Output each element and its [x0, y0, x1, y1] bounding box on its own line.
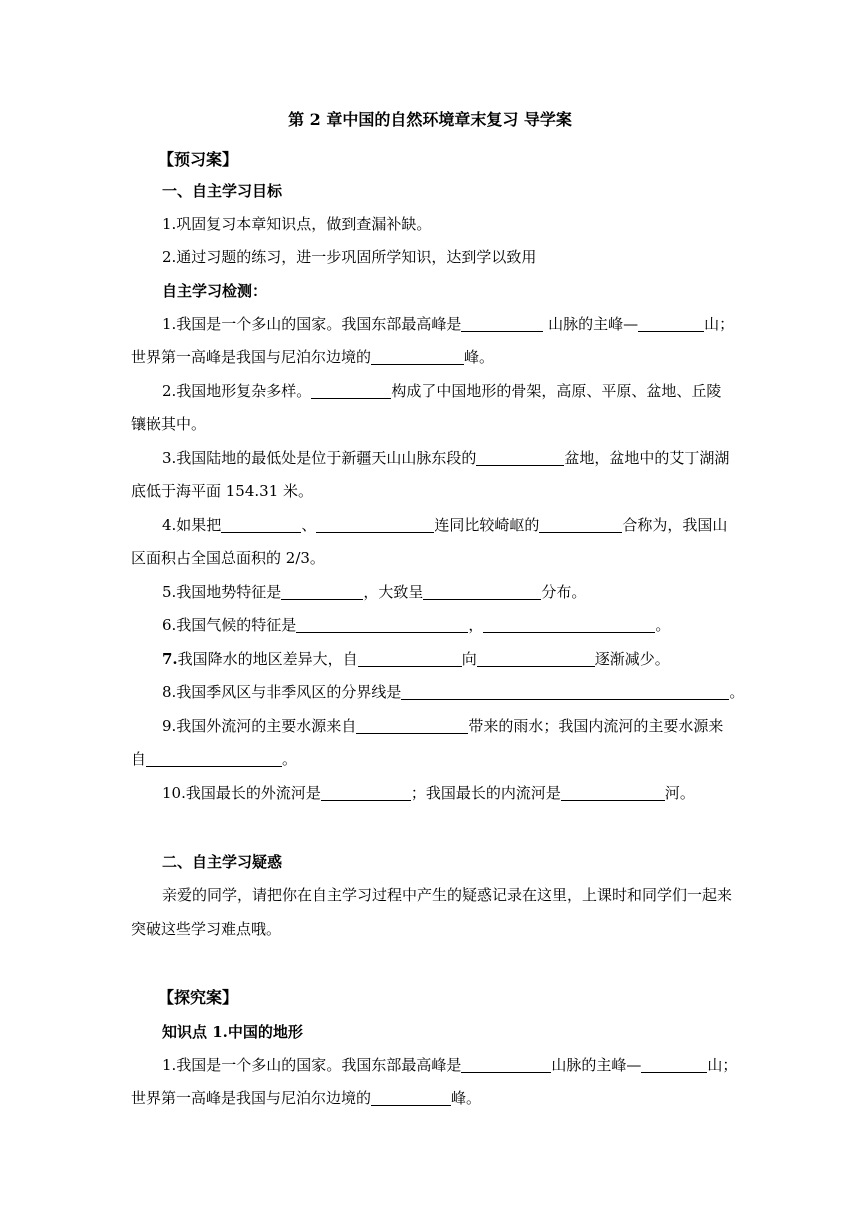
answer-blank[interactable]	[476, 450, 564, 466]
answer-blank[interactable]	[356, 718, 468, 734]
section-self-study-goals: 一、自主学习目标	[162, 182, 283, 200]
answer-blank[interactable]	[641, 1057, 707, 1073]
answer-blank[interactable]	[281, 584, 363, 600]
goal-item: 1.巩固复习本章知识点，做到查漏补缺。	[162, 215, 432, 233]
answer-blank[interactable]	[561, 785, 665, 801]
answer-blank[interactable]	[483, 617, 655, 633]
k1-question-1-cont: 世界第一高峰是我国与尼泊尔边境的 峰。	[131, 1089, 482, 1107]
answer-blank[interactable]	[296, 617, 468, 633]
answer-blank[interactable]	[311, 383, 391, 399]
question-3-cont: 底低于海平面 154.31 米。	[131, 482, 314, 500]
question-5: 5.我国地势特征是 ，大致呈 分布。	[162, 583, 587, 601]
doubt-text: 亲爱的同学，请把你在自主学习过程中产生的疑惑记录在这里，上课时和同学们一起来	[162, 886, 733, 904]
question-1-cont: 世界第一高峰是我国与尼泊尔边境的 峰。	[131, 348, 495, 366]
answer-blank[interactable]	[321, 785, 411, 801]
k1-question-1: 1.我国是一个多山的国家。我国东部最高峰是 山脉的主峰— 山；	[162, 1056, 738, 1074]
answer-blank[interactable]	[371, 349, 464, 365]
answer-blank[interactable]	[146, 751, 282, 767]
answer-blank[interactable]	[539, 517, 622, 533]
answer-blank[interactable]	[423, 584, 541, 600]
section-self-study-doubts: 二、自主学习疑惑	[162, 853, 283, 871]
knowledge-point-1-title: 知识点 1.中国的地形	[162, 1023, 303, 1041]
answer-blank[interactable]	[316, 517, 434, 533]
document-title: 第 2 章中国的自然环境章末复习 导学案	[288, 110, 572, 129]
question-4: 4.如果把 、 连同比较崎岖的 合称为，我国山	[162, 516, 728, 534]
question-7: 7.我国降水的地区差异大，自 向 逐渐减少。	[162, 650, 670, 668]
question-9: 9.我国外流河的主要水源来自 带来的雨水；我国内流河的主要水源来	[162, 717, 724, 735]
question-2-cont: 镶嵌其中。	[131, 415, 207, 433]
answer-blank[interactable]	[221, 517, 301, 533]
answer-blank[interactable]	[461, 1057, 551, 1073]
goal-item: 2.通过习题的练习，进一步巩固所学知识，达到学以致用	[162, 248, 537, 266]
question-3: 3.我国陆地的最低处是位于新疆天山山脉东段的 盆地，盆地中的艾丁湖湖	[162, 449, 730, 467]
answer-blank[interactable]	[477, 651, 595, 667]
question-1: 1.我国是一个多山的国家。我国东部最高峰是 山脉的主峰— 山；	[162, 315, 735, 333]
question-9-cont: 自 。	[131, 750, 298, 768]
answer-blank[interactable]	[358, 651, 462, 667]
question-10: 10.我国最长的外流河是 ；我国最长的内流河是 河。	[162, 784, 695, 802]
question-4-cont: 区面积占全国总面积的 2/3。	[131, 549, 325, 567]
answer-blank[interactable]	[401, 684, 729, 700]
question-8: 8.我国季风区与非季风区的分界线是 。	[162, 683, 745, 701]
explore-header: 【探究案】	[158, 988, 239, 1007]
answer-blank[interactable]	[371, 1090, 451, 1106]
question-6: 6.我国气候的特征是 ， 。	[162, 616, 671, 634]
doubt-text-cont: 突破这些学习难点哦。	[131, 920, 282, 938]
answer-blank[interactable]	[461, 316, 543, 332]
question-2: 2.我国地形复杂多样。 构成了中国地形的骨架，高原、平原、盆地、丘陵	[162, 382, 722, 400]
answer-blank[interactable]	[638, 316, 704, 332]
self-test-title: 自主学习检测：	[162, 282, 268, 300]
preview-header: 【预习案】	[158, 150, 239, 169]
